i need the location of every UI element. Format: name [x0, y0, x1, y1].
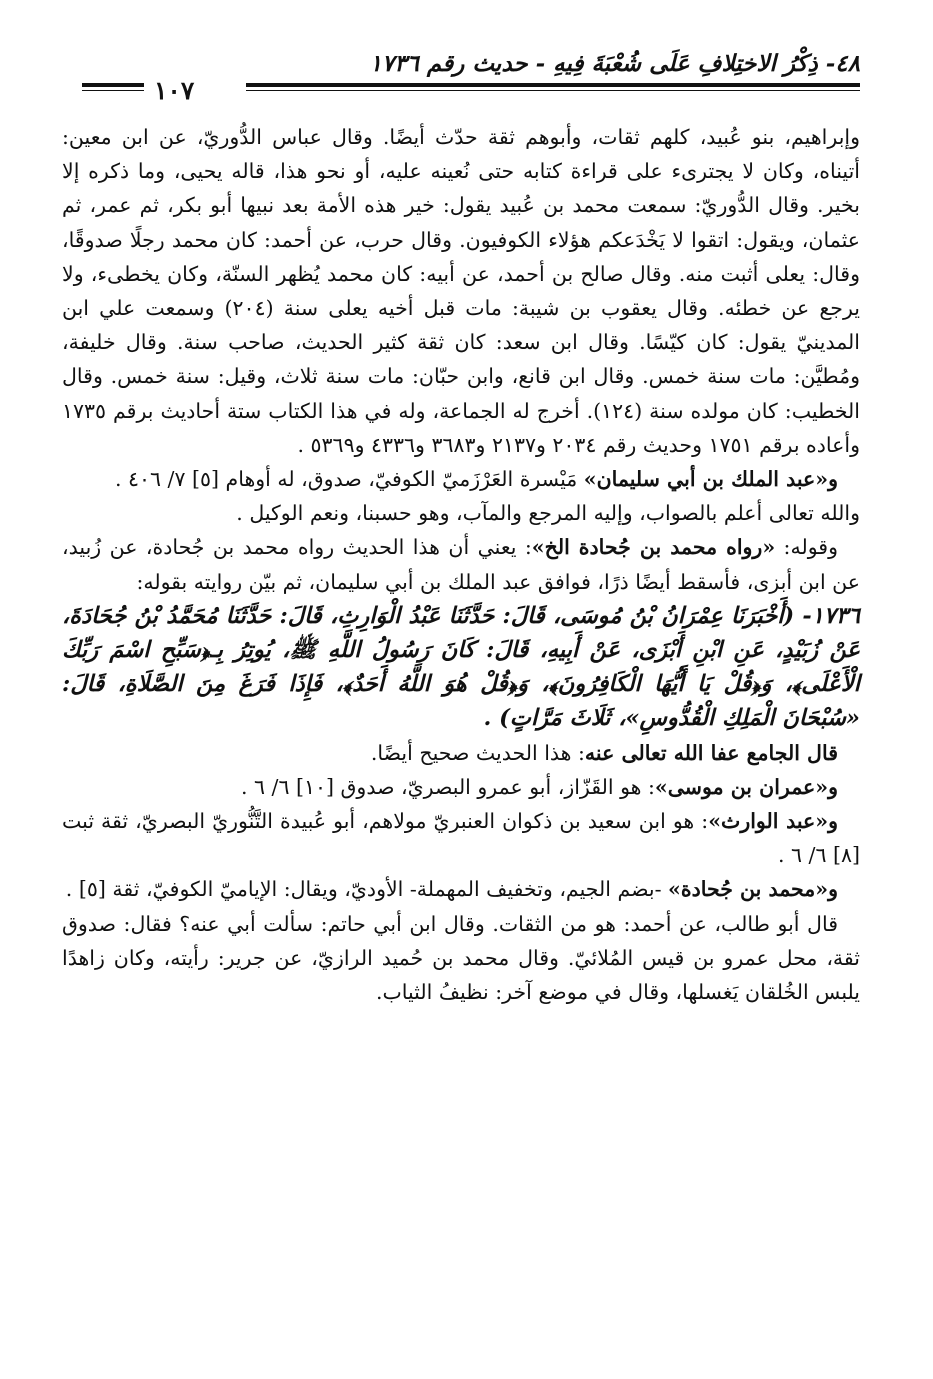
page-number-rule	[82, 83, 144, 91]
running-title: ٤٨- ذِكْرُ الاختِلافِ عَلَى شُعْبَةَ فِيهِ - حديث رقم ١٧٣٦	[369, 50, 860, 77]
bold-term: قال الجامع عفا الله تعالى عنه	[584, 740, 838, 765]
text-run: وإبراهيم، بنو عُبيد، كلهم ثقات، وأبوهم ثقة حدّث أيضًا. وقال عباس الدُّوريّ، عن ابن معين: أتيناه، وكان لا يجترىء على قراءة كتابه حتى نُعينه عليه، أو نحو هذا، قاله يحيى، وما ذكره إلا بخير. وقال الدُّوريّ: سمعت محمد بن عُبيد يقول: خير هذه الأمة بعد نبيها أبو بكر، ثم عمر، ثم عثمان، ويقول: اتقوا لا يَخْدَعكم هؤلاء الكوفيون. وقال حرب، عن أحمد: كان محمد رجلًا صدوقًا، وقال: يعلى أثبت منه. وقال صالح بن أحمد، عن أبيه: كان محمد يُظهر السنّة، وكان يخطىء، ولا يرجع عن خطئه. وقال يعقوب بن شيبة: مات قبل أخيه يعلى سنة (٢٠٤) وسمعت علي ابن المدينيّ يقول: كان كيّسًا. وقال ابن سعد: كان ثقة كثير الحديث، صاحب سنة. وقال خليفة، ومُطيَّن: مات سنة خمس. وقال ابن قانع، وابن حبّان: مات سنة ثلاث، وقيل: سنة خمس. وقال الخطيب: كان مولده سنة (١٢٤). أخرج له الجماعة، وله في هذا الكتاب ستة أحاديث برقم ١٧٣٥ وأعاده برقم ١٧٥١ وحديث رقم ٢٠٣٤ و٢١٣٧ و٣٦٨٣ و٤٣٣٦ و٥٣٦٩ .	[62, 125, 860, 457]
book-page	[62, 50, 860, 1005]
text-run: وقوله:	[775, 535, 838, 560]
bold-term: و«محمد بن جُحادة»	[668, 877, 838, 902]
paragraph	[62, 496, 860, 530]
paragraph	[62, 770, 860, 804]
text-run: : هذا الحديث صحيح أيضًا.	[370, 740, 585, 765]
bold-term: و«عبد الملك بن أبي سليمان»	[583, 467, 838, 492]
paragraph	[62, 736, 860, 770]
bold-term: و«عمران بن موسى»	[654, 774, 838, 799]
bold-term: ١٧٣٦- (أَخْبَرَنَا عِمْرَانُ بْنُ مُوسَى، قَالَ: حَدَّثَنَا عَبْدُ الْوَارِثِ، قَالَ: حَدَّثَنَا مُحَمَّدُ بْنُ جُحَادَةَ، عَنْ زُبَيْدٍ، عَنِ ابْنِ أَبْزَى، عَنْ أَبِيهِ، قَالَ: كَانَ رَسُولُ اللَّهِ ﷺ، يُوتِرُ بِـ﴿سَبِّحِ اسْمَ رَبِّكَ الْأَعْلَى﴾، وَ﴿قُلْ يَا أَيُّهَا الْكَافِرُونَ﴾، وَ﴿قُلْ هُوَ اللَّهُ أَحَدٌ﴾، فَإِذَا فَرَغَ مِنَ الصَّلَاةِ، قَالَ: «سُبْحَانَ الْمَلِكِ الْقُدُّوسِ»، ثَلَاثَ مَرَّاتٍ) .	[62, 602, 860, 732]
text-run: : يعني أن هذا الحديث رواه محمد بن جُحادة، عن زُبيد، عن ابن أبزى، فأسقط أيضًا ذرًا، فوافق عبد الملك بن أبي سليمان، ثم بيّن روايته بقوله:	[62, 535, 860, 594]
paragraph	[62, 907, 860, 1010]
bold-term: و«عبد الوارث»	[708, 809, 838, 834]
page-number: ١٠٧	[154, 76, 195, 105]
paragraph	[62, 872, 860, 906]
text-run: والله تعالى أعلم بالصواب، وإليه المرجع والمآب، وهو حسبنا، ونعم الوكيل .	[236, 501, 860, 526]
text-run: -بضم الجيم، وتخفيف المهملة- الأوديّ، ويقال: الإياميّ الكوفيّ، ثقة [٥] .	[65, 877, 669, 902]
text-run: : هو القَزّاز، أبو عمرو البصريّ، صدوق [١٠] ٦/ ٦ .	[240, 774, 655, 799]
paragraph	[62, 120, 860, 462]
text-run: قال أبو طالب، عن أحمد: هو من الثقات. وقال ابن أبي حاتم: سألت أبي عنه؟ فقال: صدوق ثقة، محل عمرو بن قيس المُلائيّ. وقال محمد بن حُميد الرازيّ، عن جرير: رأيته، وكان زاهدًا يلبس الخُلقان يَغسلها، وقال في موضع آخر: نظيفُ الثياب.	[62, 911, 860, 1005]
hadith-text	[62, 599, 860, 736]
bold-term: «رواه محمد بن جُحادة الخ»	[531, 535, 776, 560]
paragraph	[62, 804, 860, 872]
header-rule	[246, 83, 860, 91]
text-run: مَيْسرة العَرْزَميّ الكوفيّ، صدوق، له أوهام [٥] ٧/ ٤٠٦ .	[114, 467, 584, 492]
main-text	[62, 120, 860, 1009]
paragraph	[62, 530, 860, 598]
text-run: : هو ابن سعيد بن ذكوان العنبريّ مولاهم، أبو عُبيدة التَّنُّوريّ البصريّ، ثقة ثبت [٨] ٦/ ٦ .	[62, 809, 860, 868]
page-header	[62, 50, 860, 110]
paragraph	[62, 462, 860, 496]
